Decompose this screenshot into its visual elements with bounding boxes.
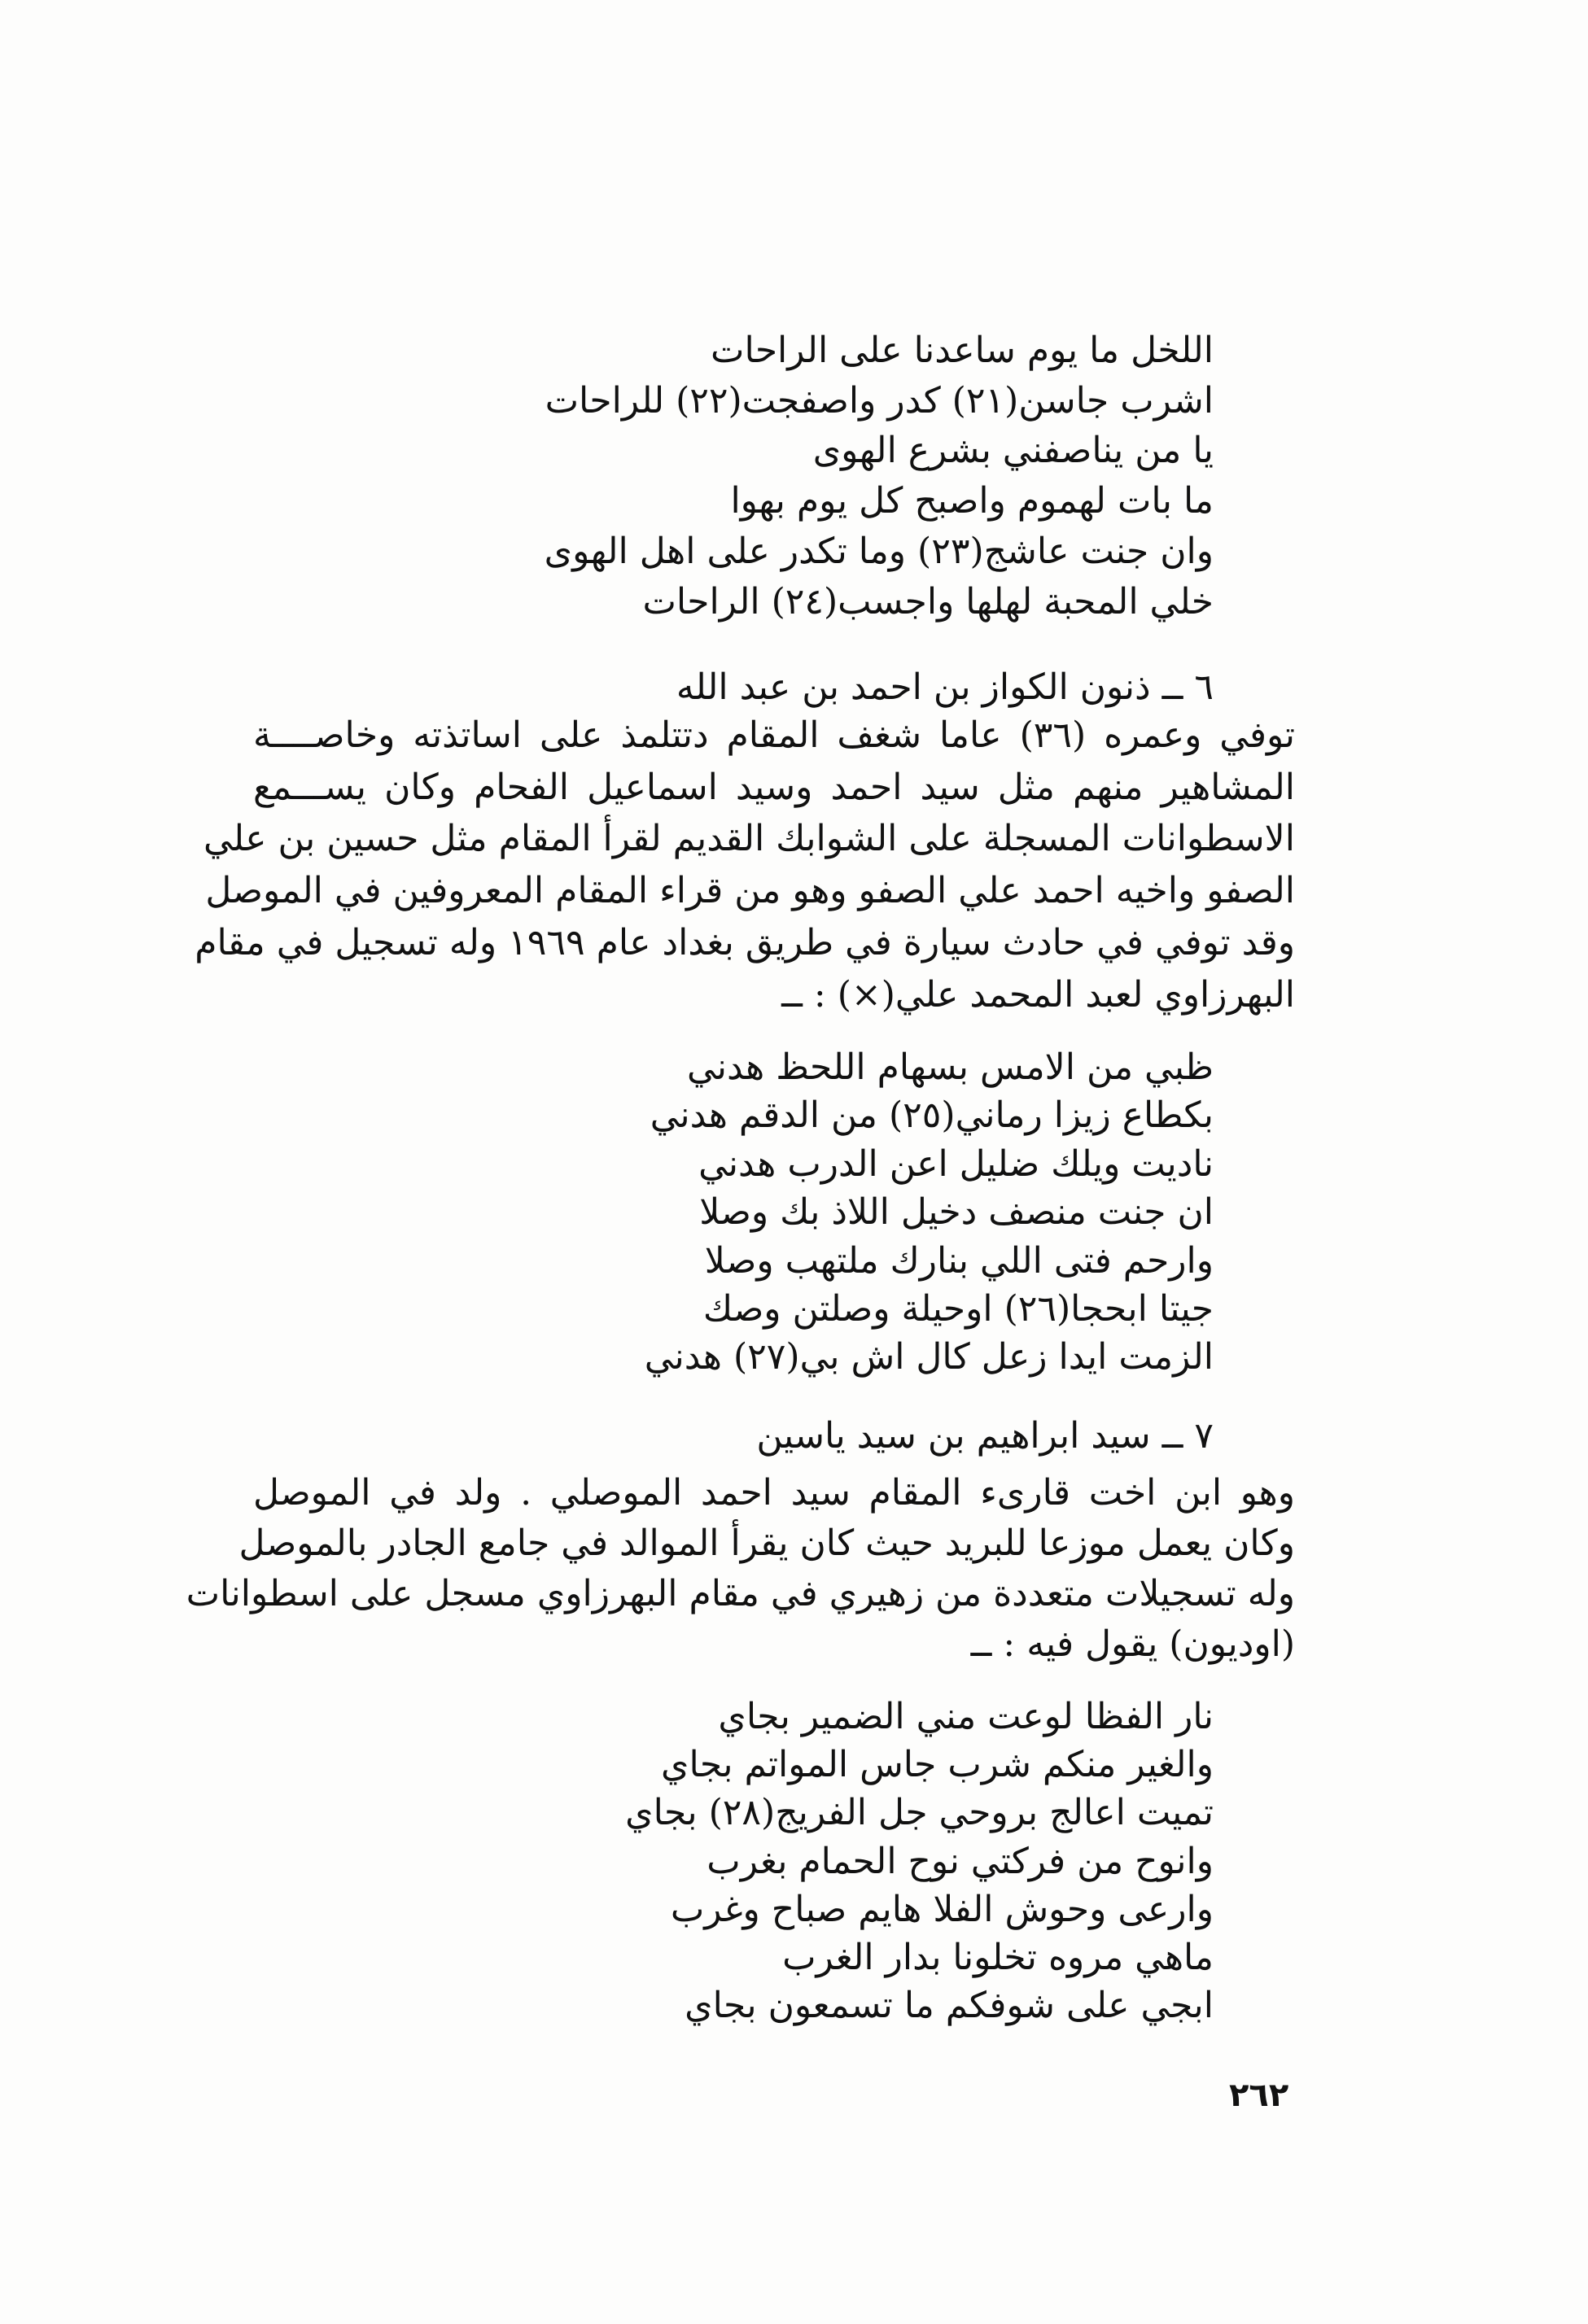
paragraph-line: وكان يعمل موزعا للبريد حيث كان يقرأ الموالد في جامع الجادر بالموصل — [238, 1522, 1295, 1564]
paragraph-line: الصفو واخيه احمد علي الصفو وهو من قراء المقام المعروفين في الموصل — [205, 870, 1295, 912]
page-number: ٢٦٢ — [1229, 2077, 1289, 2114]
poem-line: وارعى وحوش الفلا هايم صباح وغرب — [670, 1888, 1214, 1930]
poem-block-1 — [367, 325, 1214, 627]
poem-line: الزمت ايدا زعل كال اش بي(٢٧) هدني — [644, 1336, 1214, 1378]
paragraph-line: وقد توفي في حادث سيارة في طريق بغداد عام ١٩٦٩ وله تسجيل في مقام — [195, 921, 1295, 963]
poem-line: يا من يناصفني بشرع الهوى — [812, 430, 1214, 472]
poem-line: ماهي مروه تخلونا بدار الغرب — [782, 1937, 1214, 1979]
section-6-heading: ٦ ــ ذنون الكواز بن احمد بن عبد الله — [676, 666, 1214, 708]
section-6-paragraph — [195, 710, 1295, 1020]
poem-line: ما بات لهموم واصبح كل يوم بهوا — [730, 480, 1214, 522]
poem-line: ظبي من الامس بسهام اللحظ هدني — [687, 1046, 1214, 1088]
poem-line: جيتا ابحجا(٢٦) اوحيلة وصلتن وصك — [702, 1288, 1214, 1330]
poem-line: وان جنت عاشج(٢٣) وما تكدر على اهل الهوى — [544, 530, 1214, 572]
paragraph-line: توفي وعمره (٣٦) عاما شغف المقام دتتلمذ على اساتذته وخاصــــة — [253, 714, 1295, 756]
poem-line: ان جنت منصف دخيل اللاذ بك وصلا — [699, 1191, 1214, 1234]
poem-line: ناديت ويلك ضليل اعن الدرب هدني — [698, 1142, 1214, 1185]
section-7-heading: ٧ ــ سيد ابراهيم بن سيد ياسين — [756, 1415, 1214, 1457]
poem-line: بكطاع زيزا رماني(٢٥) من الدقم هدني — [650, 1094, 1214, 1137]
poem-block-3 — [367, 1693, 1214, 2029]
paragraph-line: الاسطوانات المسجلة على الشوابك القديم لقرأ المقام مثل حسين بن علي — [203, 818, 1295, 860]
poem-line: تميت اعالج بروحي جل الفريج(٢٨) بجاي — [625, 1792, 1214, 1834]
paragraph-line: (اوديون) يقول فيه : ــ — [970, 1623, 1295, 1665]
paragraph-line: البهرزاوي لعبد المحمد علي(×) : ــ — [781, 973, 1295, 1016]
poem-line: خلي المحبة لهلها واجسب(٢٤) الراحات — [642, 580, 1214, 622]
poem-line: وارحم فتى اللي بنارك ملتهب وصلا — [704, 1239, 1214, 1282]
poem-block-2 — [367, 1043, 1214, 1382]
poem-line: نار الفظا لوعت مني الضمير بجاي — [718, 1696, 1214, 1737]
poem-line: اللخل ما يوم ساعدنا على الراحات — [711, 330, 1214, 371]
poem-line: وانوح من فركتي نوح الحمام بغرب — [707, 1840, 1214, 1882]
poem-line: اشرب جاسن(٢١) كدر واصفجت(٢٢) للراحات — [545, 379, 1214, 422]
paragraph-line: وله تسجيلات متعددة من زهيري في مقام البهرزاوي مسجل على اسطوانات — [186, 1573, 1295, 1614]
paragraph-line: المشاهير منهم مثل سيد احمد وسيد اسماعيل الفحام وكان يســـمع — [253, 766, 1295, 808]
section-7-paragraph — [186, 1468, 1295, 1670]
poem-line: ابجي على شوفكم ما تسمعون بجاي — [685, 1985, 1214, 2027]
paragraph-line: وهو ابن اخت قارىء المقام سيد احمد الموصلي . ولد في الموصل — [253, 1472, 1295, 1514]
poem-line: والغير منكم شرب جاس المواتم بجاي — [661, 1744, 1214, 1786]
